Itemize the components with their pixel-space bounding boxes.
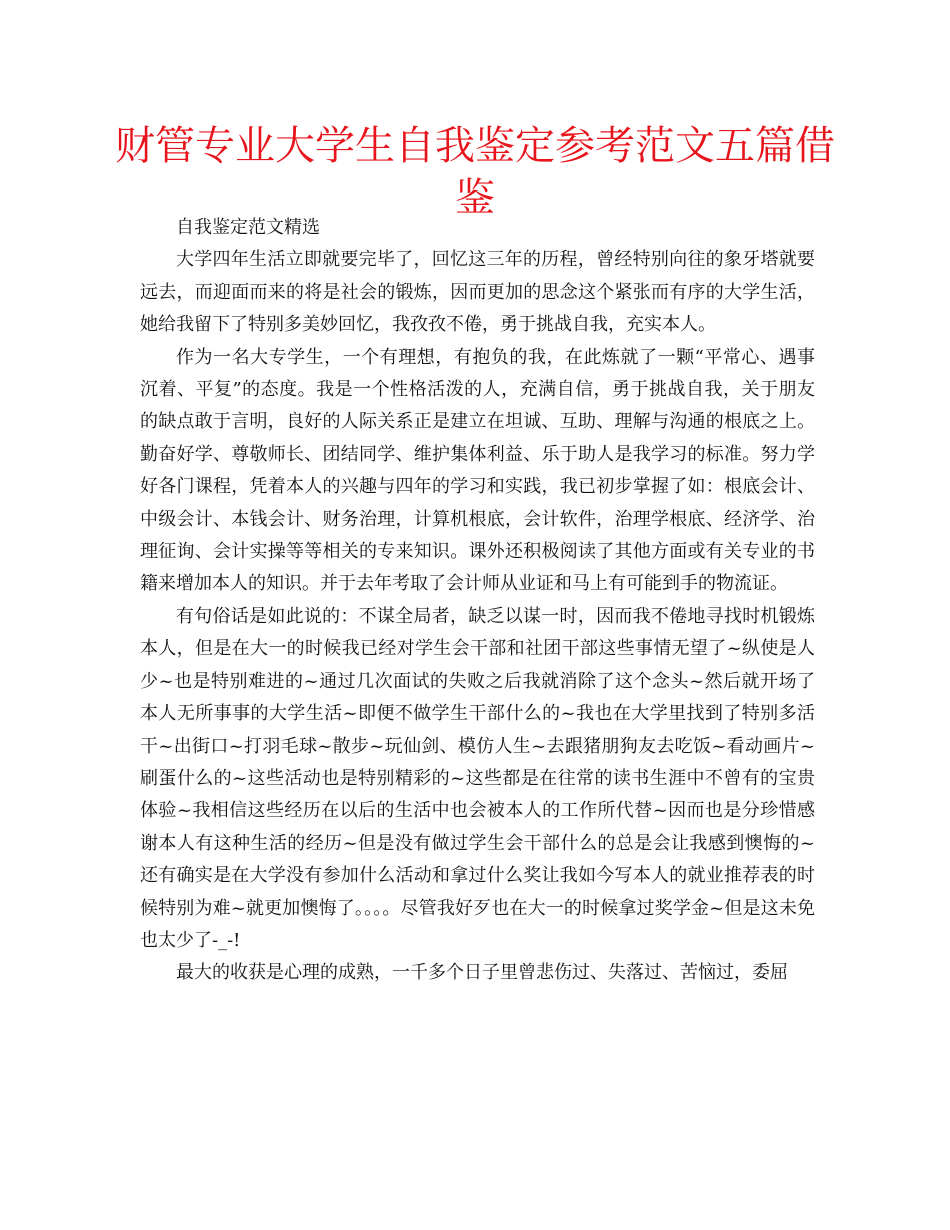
paragraph: 作为一名大专学生，一个有理想，有抱负的我，在此炼就了一颗“平常心、遇事沉着、平复”的态度。我是一个性格活泼的人，充满自信，勇于挑战自我，关于朋友的缺点敢于言明，良好的人际关系正是建立在坦诚、互助、理解与沟通的根底之上。勤奋好学、尊敬师长、团结同学、维护集体利益、乐于助人是我学习的标准。努力学好各门课程，凭着本人的兴趣与四年的学习和实践，我已初步掌握了如：根底会计、中级会计、本钱会计、财务治理，计算机根底，会计软件，治理学根底、经济学、治理征询、会计实操等等相关的专来知识。课外还积极阅读了其他方面或有关专业的书籍来增加本人的知识。并于去年考取了会计师从业证和马上有可能到手的物流证。 xyxy=(140,346,815,595)
paragraph: 大学四年生活立即就要完毕了，回忆这三年的历程，曾经特别向往的象牙塔就要远去，而迎面而来的将是社会的锻炼，因而更加的思念这个紧张而有序的大学生活，她给我留下了特别多美妙回忆，我孜孜不倦，勇于挑战自我，充实本人。 xyxy=(140,249,815,336)
paragraph: 有句俗话是如此说的：不谋全局者，缺乏以谋一时，因而我不倦地寻找时机锻炼本人，但是在大一的时候我已经对学生会干部和社团干部这些事情无望了~纵使是人少~也是特别难进的~通过几次面试的失败之后我就消除了这个念头~然后就开场了本人无所事事的大学生活~即便不做学生干部什么的~我也在大学里找到了特别多活干~出街口~打羽毛球~散步~玩仙剑、模仿人生~去跟猪朋狗友去吃饭~看动画片~刷蛋什么的~这些活动也是特别精彩的~这些都是在往常的读书生涯中不曾有的宝贵体验~我相信这些经历在以后的生活中也会被本人的工作所代替~因而也是分珍惜感谢本人有这种生活的经历~但是没有做过学生会干部什么的总是会让我感到懊悔的~还有确实是在大学没有参加什么活动和拿过什么奖让我如今写本人的就业推荐表的时候特别为难~就更加懊悔了。。。。尽管我好歹也在大一的时候拿过奖学金~但是这未免也太少了-_-! xyxy=(140,605,815,951)
paragraph-subheading: 自我鉴定范文精选 xyxy=(176,217,320,238)
paragraph: 最大的收获是心理的成熟，一千多个日子里曾悲伤过、失落过、苦恼过，委屈 xyxy=(176,962,788,984)
document-body xyxy=(140,212,815,990)
document-title: 财管专业大学生自我鉴定参考范文五篇借鉴 xyxy=(115,123,835,221)
